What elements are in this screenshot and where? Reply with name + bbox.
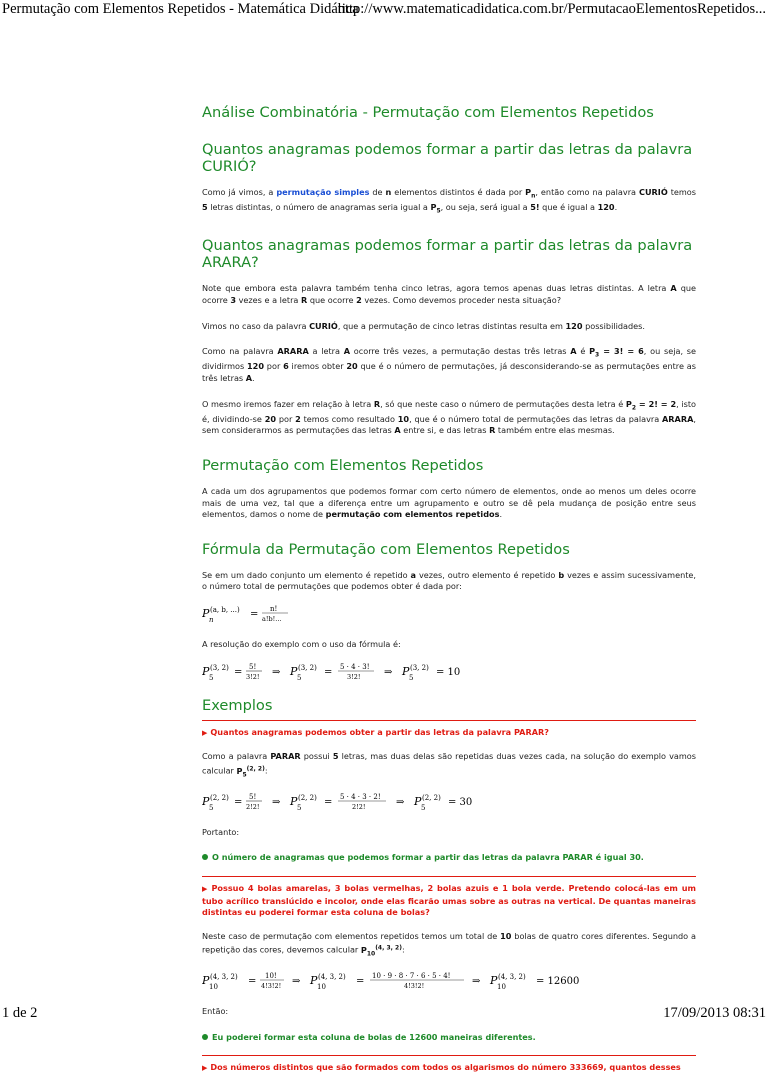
svg-text:= 30: = 30 xyxy=(448,796,473,808)
article-title: Análise Combinatória - Permutação com Elementos Repetidos xyxy=(202,104,654,121)
svg-text:= 12600: = 12600 xyxy=(536,976,580,988)
formula-general xyxy=(202,601,696,627)
formula-general-image xyxy=(202,601,302,627)
svg-text:(3, 2): (3, 2) xyxy=(298,663,317,672)
svg-text:10: 10 xyxy=(317,983,326,992)
formula-parar xyxy=(202,789,696,815)
answer-2: Eu poderei formar esta coluna de bolas de 12600 maneiras diferentes. xyxy=(202,1032,696,1044)
page-title-header: Permutação com Elementos Repetidos - Matemática Didática xyxy=(2,1,359,17)
bullet-icon xyxy=(202,1034,208,1040)
svg-text:=: = xyxy=(250,609,259,620)
question-1: ▶ Quantos anagramas podemos obter a partir das letras da palavra PARAR? xyxy=(202,726,549,737)
heading-formula: Fórmula da Permutação com Elementos Repetidos xyxy=(202,540,570,558)
arrow-right-icon: ▶ xyxy=(202,728,208,737)
print-footer xyxy=(0,1004,768,1024)
svg-text:(2, 2): (2, 2) xyxy=(422,793,441,802)
svg-text:3!2!: 3!2! xyxy=(347,672,361,681)
formula-arara xyxy=(202,659,696,685)
svg-text:⇒: ⇒ xyxy=(396,796,405,808)
svg-text:5: 5 xyxy=(409,673,414,682)
paragraph-parar: Como a palavra PARAR possui 5 letras, mas duas delas são repetidas duas vezes cada, na solução do exemplo vamos calcular $P_5^{(2, 2)}$: xyxy=(202,751,696,779)
question-3: ▶ Dos números distintos que são formados com todos os algarismos do número 333669, quantos desses xyxy=(202,1062,681,1073)
svg-text:⇒: ⇒ xyxy=(384,666,393,678)
separator xyxy=(202,720,696,721)
paragraph-arara-3: Como na palavra ARARA a letra A ocorre três vezes, a permutação destas três letras A é $P_3 = 3$! = 6, ou seja, se dividirmos 120 por 6 iremos obter 20 que é o número de permutações, já desconsiderando-se as permutações entre as três letras A. xyxy=(202,346,696,384)
svg-text:(2, 2): (2, 2) xyxy=(210,793,229,802)
svg-text:⇒: ⇒ xyxy=(272,666,281,678)
svg-text:P: P xyxy=(202,794,210,808)
link-permutacao-simples[interactable]: permutação simples xyxy=(276,187,370,197)
question-2: ▶ Possuo 4 bolas amarelas, 3 bolas vermelhas, 2 bolas azuis e 1 bola verde. Pretendo colocá-las em um tubo acrílico translúcido e incolor, onde elas ficarão umas sobre as outras na vertical. De quantas maneiras distintas eu poderei formar esta coluna de bolas? xyxy=(202,882,696,918)
paragraph-arara-2: Vimos no caso da palavra CURIÓ, que a permutação de cinco letras distintas resulta em 120 possibilidades. xyxy=(202,320,645,331)
svg-text:=: = xyxy=(248,976,257,988)
svg-text:(4, 3, 2): (4, 3, 2) xyxy=(318,973,346,982)
svg-text:a!b!...: a!b!... xyxy=(262,615,282,623)
svg-text:P: P xyxy=(202,974,210,988)
heading-permutacao-repetidos: Permutação com Elementos Repetidos xyxy=(202,457,484,475)
svg-text:5!: 5! xyxy=(249,792,257,801)
heading-exemplos: Exemplos xyxy=(202,696,273,714)
svg-text:5!: 5! xyxy=(249,662,257,671)
svg-text:(4, 3, 2): (4, 3, 2) xyxy=(210,973,238,982)
separator xyxy=(202,876,696,877)
svg-text:=: = xyxy=(324,796,333,808)
svg-text:=: = xyxy=(234,796,243,808)
paragraph-formula: Se em um dado conjunto um elemento é repetido a vezes, outro elemento é repetido b vezes e assim sucessivamente, o número total de permutações que podemos obter é dada por: xyxy=(202,569,696,592)
svg-text:10 · 9 · 8 · 7 · 6 · 5 · 4!: 10 · 9 · 8 · 7 · 6 · 5 · 4! xyxy=(372,972,451,981)
svg-text:P: P xyxy=(202,607,210,620)
page-url: http://www.matematicadidatica.com.br/PermutacaoElementosRepetidos... xyxy=(337,1,766,17)
svg-text:3!2!: 3!2! xyxy=(246,672,260,681)
paragraph-curio: Como já vimos, a permutação simples de n elementos distintos é dada por $P_n$, então como na palavra CURIÓ temos 5 letras distintas, o número de anagramas seria igual a $P_5$, ou seja, será igual a 5! que é igual a 120. xyxy=(202,187,696,215)
svg-text:P: P xyxy=(490,974,498,988)
paragraph-definicao: A cada um dos agrupamentos que podemos formar com certo número de elementos, onde ao menos um deles ocorre mais de uma vez, tal que a diferença entre um agrupamento e outro se dê pela mudança de posição entre seus elementos, damos o nome de permutação com elementos repetidos. xyxy=(202,486,696,520)
separator xyxy=(202,1055,696,1056)
svg-text:5: 5 xyxy=(297,803,302,812)
svg-text:⇒: ⇒ xyxy=(292,976,301,988)
svg-text:5: 5 xyxy=(209,803,214,812)
svg-text:=: = xyxy=(324,666,333,678)
svg-text:10!: 10! xyxy=(265,972,277,981)
svg-text:⇒: ⇒ xyxy=(272,796,281,808)
svg-text:2!2!: 2!2! xyxy=(352,802,366,811)
formula-parar-image xyxy=(202,789,502,815)
svg-text:5 · 4 · 3!: 5 · 4 · 3! xyxy=(340,662,370,671)
paragraph-formula-intro: A resolução do exemplo com o uso da fórmula é: xyxy=(202,639,401,649)
svg-text:P: P xyxy=(290,664,298,678)
print-header xyxy=(0,0,768,20)
formula-bolas-image xyxy=(202,968,622,994)
svg-text:5: 5 xyxy=(421,803,426,812)
formula-bolas xyxy=(202,968,696,994)
svg-text:5: 5 xyxy=(297,673,302,682)
arrow-right-icon: ▶ xyxy=(202,1064,208,1073)
print-datetime: 17/09/2013 08:31 xyxy=(663,1005,766,1021)
svg-text:P: P xyxy=(310,974,318,988)
paragraph-arara-1: Note que embora esta palavra também tenha cinco letras, agora temos apenas duas letras distintas. A letra A que ocorre 3 vezes e a letra R que ocorre 2 vezes. Como devemos proceder nesta situação? xyxy=(202,283,696,306)
svg-text:5 · 4 · 3 · 2!: 5 · 4 · 3 · 2! xyxy=(340,792,381,801)
svg-text:n: n xyxy=(209,616,214,624)
arrow-right-icon: ▶ xyxy=(202,884,209,893)
heading-curio: Quantos anagramas podemos formar a partir das letras da palavra CURIÓ? xyxy=(202,141,693,175)
svg-text:P: P xyxy=(290,794,298,808)
svg-text:4!3!2!: 4!3!2! xyxy=(261,982,282,991)
answer-1: O número de anagramas que podemos formar a partir das letras da palavra PARAR é igual 30. xyxy=(202,852,696,864)
svg-text:= 10: = 10 xyxy=(436,666,461,678)
svg-text:4!3!2!: 4!3!2! xyxy=(404,982,425,991)
page-number: 1 de 2 xyxy=(2,1005,38,1021)
svg-text:2!2!: 2!2! xyxy=(246,802,260,811)
svg-text:(3, 2): (3, 2) xyxy=(410,663,429,672)
svg-text:(3, 2): (3, 2) xyxy=(210,663,229,672)
bullet-icon xyxy=(202,854,208,860)
svg-text:⇒: ⇒ xyxy=(472,976,481,988)
formula-arara-image xyxy=(202,659,502,685)
svg-text:10: 10 xyxy=(209,983,218,992)
paragraph-entao: Então: xyxy=(202,1006,229,1017)
svg-text:(a, b, ...): (a, b, ...) xyxy=(210,606,240,614)
svg-text:(2, 2): (2, 2) xyxy=(298,793,317,802)
paragraph-portanto: Portanto: xyxy=(202,826,240,837)
svg-text:(4, 3, 2): (4, 3, 2) xyxy=(498,973,526,982)
paragraph-arara-4: O mesmo iremos fazer em relação à letra R, só que neste caso o número de permutações desta letra é $P_2 = 2$! = 2, isto é, dividindo-se 20 por 2 temos como resultado 10, que é o número total de permutações das letras da palavra ARARA, sem considerarmos as permutações das letras A entre si, e das letras R também entre elas mesmas. xyxy=(202,398,696,436)
svg-text:10: 10 xyxy=(497,983,506,992)
article xyxy=(202,104,696,1087)
svg-text:5: 5 xyxy=(209,673,214,682)
heading-arara: Quantos anagramas podemos formar a partir das letras da palavra ARARA? xyxy=(202,237,693,272)
svg-text:n!: n! xyxy=(270,605,278,613)
svg-text:P: P xyxy=(414,794,422,808)
svg-text:=: = xyxy=(234,666,243,678)
svg-text:P: P xyxy=(202,664,210,678)
svg-text:P: P xyxy=(402,664,410,678)
paragraph-bolas: Neste caso de permutação com elementos repetidos temos um total de 10 bolas de quatro cores diferentes. Segundo a repetição das cores, devemos calcular $P_{10}^{(4, 3, 2)}$: xyxy=(202,930,696,958)
svg-text:=: = xyxy=(356,976,365,988)
